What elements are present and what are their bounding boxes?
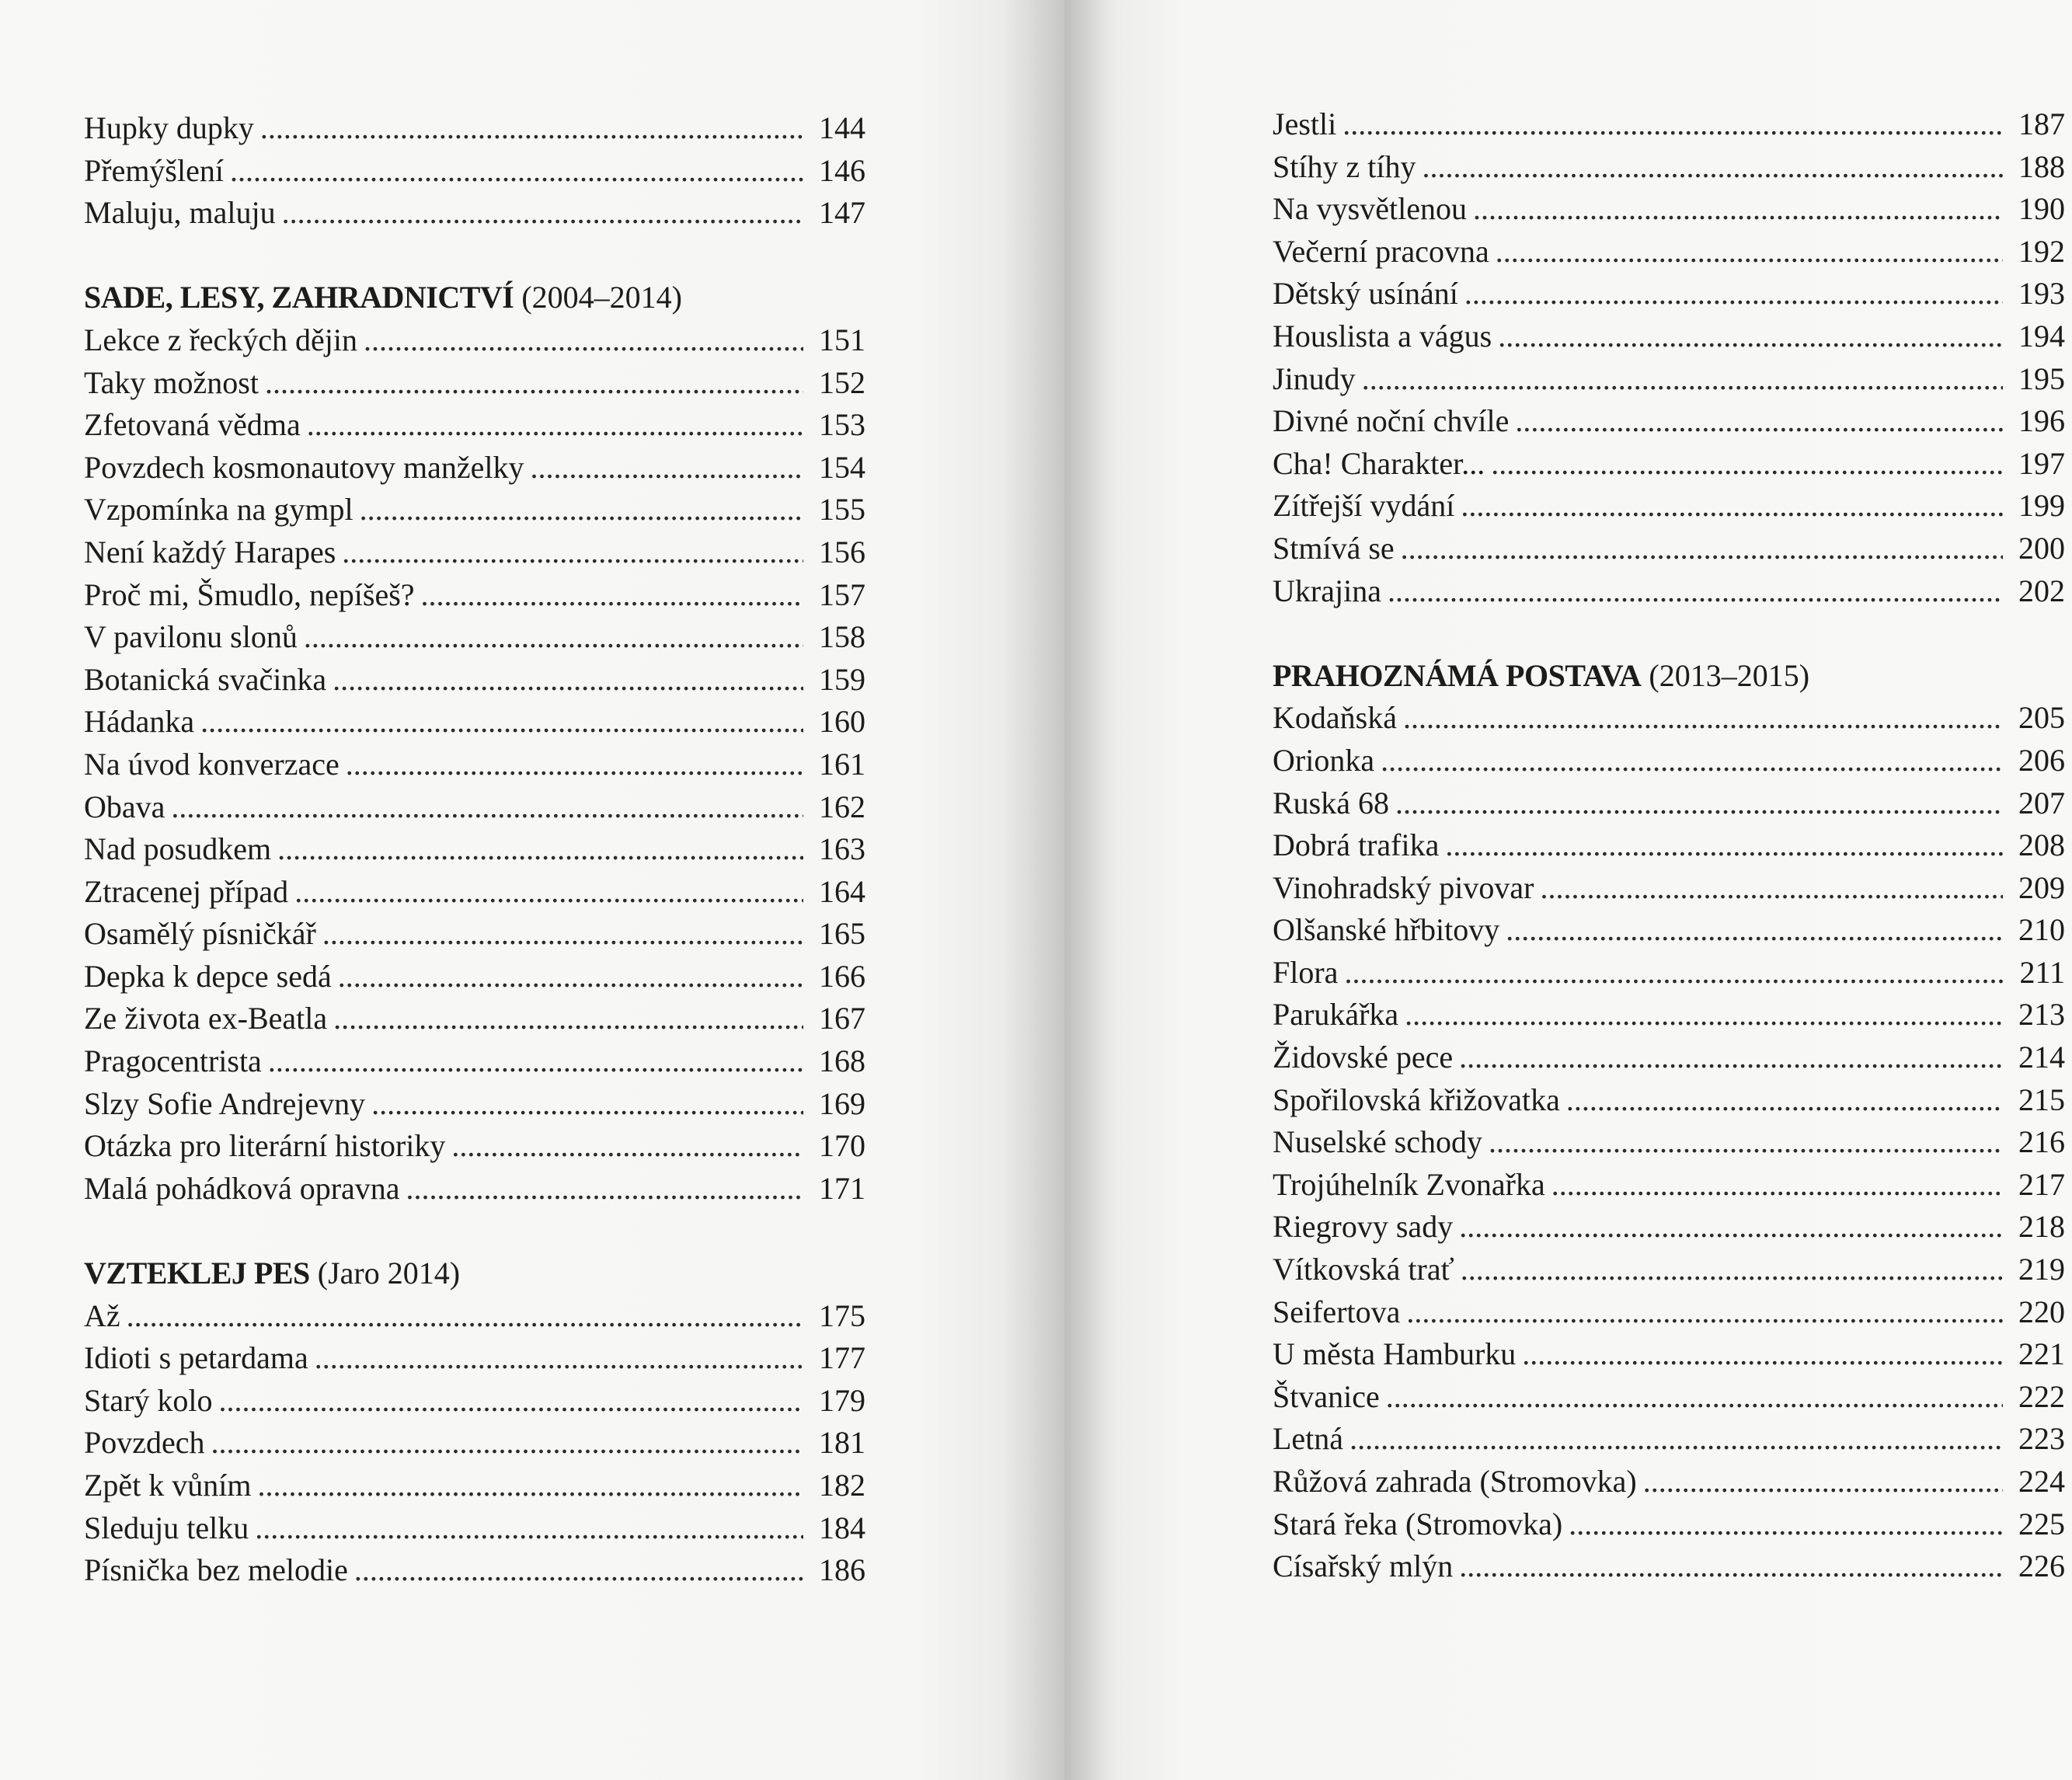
entry-title: Dobrá trafika	[1273, 827, 1440, 863]
entry-page-number: 192	[2018, 233, 2065, 269]
toc-entry	[1273, 315, 2065, 358]
toc-left-column	[84, 107, 865, 1592]
toc-entry	[1273, 909, 2065, 952]
toc-entry	[1273, 273, 2065, 315]
entry-title: Na vysvětlenou	[1273, 191, 1467, 227]
dot-leader	[1445, 824, 2003, 867]
entry-page-number: 159	[819, 661, 865, 697]
dot-leader	[219, 1380, 803, 1423]
entry-title: Vinohradský pivovar	[1273, 869, 1534, 905]
entry-title: Maluju, maluju	[84, 195, 276, 231]
entry-title: Orionka	[1273, 742, 1375, 778]
toc-entry	[84, 531, 865, 574]
entry-title: Flora	[1273, 954, 1339, 990]
dot-leader	[342, 531, 803, 574]
entry-page-number: 170	[819, 1128, 865, 1164]
section-title: SADE, LESY, ZAHRADNICTVÍ	[84, 280, 514, 315]
dot-leader	[1461, 485, 2003, 528]
toc-entry	[1273, 1376, 2065, 1419]
entry-page-number: 225	[2018, 1506, 2065, 1541]
toc-entry	[84, 828, 865, 871]
entry-page-number: 181	[819, 1425, 865, 1461]
entry-title: Zfetovaná vědma	[84, 407, 301, 443]
entry-title: Vítkovská trať	[1273, 1252, 1454, 1287]
entry-title: Ruská 68	[1273, 785, 1389, 820]
entry-page-number: 224	[2018, 1464, 2065, 1499]
entry-page-number: 206	[2018, 742, 2065, 778]
entry-title: Divné noční chvíle	[1273, 403, 1510, 439]
toc-entry	[1273, 1036, 2065, 1079]
entry-title: Jestli	[1273, 106, 1337, 141]
toc-entry	[84, 913, 865, 956]
entry-page-number: 168	[819, 1043, 865, 1079]
toc-entry	[1273, 1503, 2065, 1546]
entry-title: Císařský mlýn	[1273, 1548, 1454, 1584]
toc-entry	[1273, 1418, 2065, 1461]
dot-leader	[1515, 400, 2003, 443]
entry-title: Až	[84, 1298, 120, 1333]
entry-page-number: 177	[819, 1340, 865, 1376]
entry-page-number: 190	[2018, 191, 2065, 227]
toc-entry	[1273, 188, 2065, 231]
entry-page-number: 207	[2018, 785, 2065, 820]
dot-leader	[1405, 994, 2003, 1036]
toc-entry	[1273, 1291, 2065, 1334]
entry-page-number: 160	[819, 704, 865, 740]
entry-page-number: 158	[819, 619, 865, 655]
entry-title: Obava	[84, 789, 165, 824]
toc-entry	[1273, 1545, 2065, 1588]
toc-entry	[1273, 1333, 2065, 1376]
entry-title: Písnička bez melodie	[84, 1552, 348, 1588]
entry-page-number: 218	[2018, 1209, 2065, 1245]
entry-page-number: 166	[819, 958, 865, 994]
entry-title: Starý kolo	[84, 1382, 213, 1418]
toc-entry	[84, 786, 865, 829]
entry-title: Seifertova	[1273, 1294, 1401, 1329]
entry-page-number: 146	[819, 152, 865, 188]
entry-page-number: 200	[2018, 530, 2065, 566]
entry-title: Není každý Harapes	[84, 534, 336, 570]
entry-page-number: 171	[819, 1170, 865, 1206]
dot-leader	[211, 1422, 803, 1465]
entry-title: Vzpomínka na gympl	[84, 492, 353, 528]
dot-leader	[258, 1465, 803, 1507]
entry-title: Pragocentrista	[84, 1043, 262, 1079]
toc-entry	[1273, 570, 2065, 613]
entry-page-number: 202	[2018, 573, 2065, 608]
entry-title: Lekce z řeckých dějin	[84, 322, 358, 357]
dot-leader	[1461, 1249, 2003, 1291]
entry-page-number: 157	[819, 576, 865, 612]
toc-entry	[1273, 1079, 2065, 1122]
entry-page-number: 226	[2018, 1548, 2065, 1584]
dot-leader	[1401, 528, 2003, 570]
entry-page-number: 165	[819, 916, 865, 952]
entry-title: V pavilonu slonů	[84, 619, 298, 655]
entry-page-number: 223	[2018, 1421, 2065, 1457]
entry-title: Hupky dupky	[84, 110, 254, 145]
entry-title: Spořilovská křižovatka	[1273, 1082, 1560, 1117]
toc-entry	[1273, 528, 2065, 570]
toc-entry	[84, 362, 865, 405]
entry-title: Idioti s petardama	[84, 1340, 308, 1376]
toc-entry	[84, 1507, 865, 1550]
dot-leader	[282, 192, 803, 235]
toc-entry	[1273, 1206, 2065, 1249]
toc-entry	[84, 447, 865, 489]
toc-entry	[1273, 1164, 2065, 1207]
entry-title: Ze života ex-Beatla	[84, 1001, 328, 1036]
entry-page-number: 220	[2018, 1294, 2065, 1329]
entry-page-number: 208	[2018, 827, 2065, 863]
dot-leader	[268, 1040, 803, 1083]
entry-page-number: 197	[2018, 445, 2065, 481]
section-heading	[1273, 655, 2065, 698]
entry-title: Trojúhelník Zvonařka	[1273, 1166, 1545, 1202]
toc-entry	[84, 744, 865, 786]
dot-leader	[171, 786, 803, 829]
dot-leader	[1643, 1461, 2003, 1503]
toc-entry	[84, 1125, 865, 1168]
entry-title: Ukrajina	[1273, 573, 1381, 608]
toc-entry	[1273, 1461, 2065, 1503]
toc-entry	[1273, 740, 2065, 782]
entry-title: Ztracenej případ	[84, 873, 289, 909]
dot-leader	[277, 828, 803, 871]
toc-entry	[84, 956, 865, 998]
entry-page-number: 169	[819, 1085, 865, 1121]
toc-entry	[1273, 443, 2065, 486]
toc-entry	[1273, 824, 2065, 867]
toc-entry	[84, 404, 865, 447]
entry-page-number: 144	[819, 110, 865, 145]
section-heading	[84, 277, 865, 319]
entry-title: Povzdech kosmonautovy manželky	[84, 449, 524, 485]
dot-leader	[338, 956, 803, 998]
entry-page-number: 213	[2018, 997, 2065, 1033]
entry-title: Osamělý písničkář	[84, 916, 316, 952]
dot-leader	[1403, 697, 2003, 740]
dot-leader	[260, 107, 803, 150]
entry-page-number: 154	[819, 449, 865, 485]
dot-leader	[421, 574, 803, 617]
entry-page-number: 205	[2018, 700, 2065, 736]
entry-title: Růžová zahrada (Stromovka)	[1273, 1464, 1637, 1499]
entry-title: Štvanice	[1273, 1378, 1380, 1414]
entry-page-number: 217	[2018, 1166, 2065, 1202]
dot-leader	[406, 1168, 803, 1210]
entry-page-number: 193	[2018, 276, 2065, 312]
dot-leader	[1473, 188, 2003, 231]
toc-entry	[1273, 994, 2065, 1036]
toc-entry	[84, 659, 865, 702]
entry-page-number: 199	[2018, 488, 2065, 524]
dot-leader	[1506, 909, 2003, 952]
entry-page-number: 215	[2018, 1082, 2065, 1117]
toc-entry	[1273, 867, 2065, 910]
dot-leader	[322, 913, 803, 956]
dot-leader	[1464, 273, 2003, 315]
dot-leader	[230, 150, 803, 193]
toc-entry	[1273, 697, 2065, 740]
entry-page-number: 219	[2018, 1252, 2065, 1287]
entry-page-number: 221	[2018, 1336, 2065, 1372]
entry-page-number: 163	[819, 831, 865, 867]
dot-leader	[1459, 1036, 2003, 1079]
toc-right-column	[1273, 103, 2065, 1588]
toc-entry	[84, 871, 865, 914]
entry-page-number: 194	[2018, 318, 2065, 354]
dot-leader	[364, 319, 803, 362]
dot-leader	[1491, 443, 2003, 486]
dot-leader	[346, 744, 803, 786]
dot-leader	[315, 1337, 803, 1380]
dot-leader	[1566, 1079, 2003, 1122]
dot-leader	[1362, 358, 2003, 401]
dot-leader	[354, 1549, 803, 1592]
entry-title: Jinudy	[1273, 361, 1356, 396]
dot-leader	[1422, 146, 2003, 189]
dot-leader	[1459, 1545, 2003, 1588]
dot-leader	[294, 871, 803, 914]
entry-page-number: 209	[2018, 869, 2065, 905]
entry-title: Nad posudkem	[84, 831, 272, 867]
toc-entry	[84, 1422, 865, 1465]
dot-leader	[307, 404, 803, 447]
entry-page-number: 179	[819, 1382, 865, 1418]
entry-page-number: 214	[2018, 1040, 2065, 1075]
toc-entry	[84, 107, 865, 150]
entry-page-number: 195	[2018, 361, 2065, 396]
dot-leader	[1489, 1121, 2003, 1164]
toc-entry	[1273, 358, 2065, 401]
entry-page-number: 161	[819, 746, 865, 782]
toc-entry	[84, 1380, 865, 1423]
toc-entry	[84, 1465, 865, 1507]
dot-leader	[1498, 315, 2003, 358]
toc-entry	[84, 150, 865, 193]
entry-title: Houslista a vágus	[1273, 318, 1492, 354]
entry-title: Dětský usínání	[1273, 276, 1458, 312]
entry-page-number: 162	[819, 789, 865, 824]
entry-title: Hádanka	[84, 704, 195, 740]
toc-entry	[84, 192, 865, 235]
dot-leader	[255, 1507, 803, 1550]
dot-leader	[371, 1083, 803, 1126]
entry-page-number: 196	[2018, 403, 2065, 439]
toc-entry	[1273, 1249, 2065, 1291]
dot-leader	[1569, 1503, 2003, 1546]
toc-entry	[84, 319, 865, 362]
entry-title: Malá pohádková opravna	[84, 1170, 400, 1206]
entry-title: U města Hamburku	[1273, 1336, 1517, 1372]
entry-title: Stíhy z tíhy	[1273, 148, 1416, 184]
entry-title: Večerní pracovna	[1273, 233, 1489, 269]
entry-title: Na úvod konverzace	[84, 746, 340, 782]
section-years: (2004–2014)	[521, 280, 682, 315]
entry-title: Stará řeka (Stromovka)	[1273, 1506, 1563, 1541]
dot-leader	[1522, 1333, 2003, 1376]
entry-title: Parukářka	[1273, 997, 1399, 1033]
entry-page-number: 210	[2018, 912, 2065, 948]
entry-page-number: 167	[819, 1001, 865, 1036]
dot-leader	[1388, 570, 2003, 613]
section-title: VZTEKLEJ PES	[84, 1256, 310, 1291]
toc-entry	[84, 489, 865, 531]
dot-leader	[1406, 1291, 2003, 1334]
entry-title: Cha! Charakter...	[1273, 445, 1485, 481]
dot-leader	[360, 489, 803, 531]
dot-leader	[304, 616, 803, 659]
dot-leader	[1459, 1206, 2003, 1249]
entry-title: Povzdech	[84, 1425, 205, 1461]
entry-page-number: 164	[819, 873, 865, 909]
toc-entry	[1273, 231, 2065, 273]
entry-page-number: 155	[819, 492, 865, 528]
toc-entry	[84, 1040, 865, 1083]
toc-entry	[1273, 485, 2065, 528]
toc-entry	[84, 1337, 865, 1380]
entry-title: Olšanské hřbitovy	[1273, 912, 1500, 948]
entry-page-number: 182	[819, 1468, 865, 1503]
entry-title: Přemýšlení	[84, 152, 224, 188]
toc-entry	[1273, 952, 2065, 995]
entry-page-number: 175	[819, 1298, 865, 1333]
dot-leader	[1381, 740, 2003, 782]
section-title: PRAHOZNÁMÁ POSTAVA	[1273, 657, 1642, 693]
toc-entry	[84, 1083, 865, 1126]
entry-title: Kodaňská	[1273, 700, 1397, 736]
entry-page-number: 216	[2018, 1124, 2065, 1160]
dot-leader	[200, 701, 803, 744]
dot-leader	[1349, 1418, 2003, 1461]
entry-page-number: 211	[2019, 954, 2065, 990]
entry-title: Nuselské schody	[1273, 1124, 1482, 1160]
entry-page-number: 152	[819, 364, 865, 400]
entry-title: Otázka pro literární historiky	[84, 1128, 446, 1164]
toc-entry	[1273, 146, 2065, 189]
entry-title: Taky možnost	[84, 364, 259, 400]
entry-title: Sleduju telku	[84, 1510, 249, 1545]
entry-title: Stmívá se	[1273, 530, 1395, 566]
entry-title: Židovské pece	[1273, 1040, 1454, 1075]
toc-entry	[84, 1168, 865, 1210]
dot-leader	[1386, 1376, 2003, 1419]
dot-leader	[451, 1125, 803, 1168]
dot-leader	[333, 659, 803, 702]
toc-entry	[84, 1295, 865, 1338]
toc-entry	[84, 574, 865, 617]
dot-leader	[333, 998, 803, 1040]
section-heading	[84, 1252, 865, 1295]
toc-entry	[1273, 103, 2065, 146]
toc-entry	[84, 701, 865, 744]
section-years: (2013–2015)	[1649, 657, 1810, 693]
entry-title: Riegrovy sady	[1273, 1209, 1454, 1245]
entry-page-number: 222	[2018, 1378, 2065, 1414]
dot-leader	[1342, 103, 2003, 146]
entry-page-number: 184	[819, 1510, 865, 1545]
entry-title: Proč mi, Šmudlo, nepíšeš?	[84, 576, 415, 612]
entry-page-number: 147	[819, 195, 865, 231]
entry-page-number: 156	[819, 534, 865, 570]
entry-title: Depka k depce sedá	[84, 958, 332, 994]
entry-page-number: 151	[819, 322, 865, 357]
toc-entry	[1273, 782, 2065, 825]
dot-leader	[1395, 782, 2003, 825]
toc-entry	[84, 998, 865, 1040]
entry-title: Zpět k vůním	[84, 1468, 252, 1503]
dot-leader	[265, 362, 803, 405]
toc-entry	[84, 616, 865, 659]
entry-page-number: 187	[2018, 106, 2065, 141]
entry-title: Botanická svačinka	[84, 661, 327, 697]
toc-entry	[1273, 400, 2065, 443]
entry-page-number: 188	[2018, 148, 2065, 184]
toc-entry	[84, 1549, 865, 1592]
entry-title: Zítřejší vydání	[1273, 488, 1455, 524]
entry-title: Letná	[1273, 1421, 1344, 1457]
entry-title: Slzy Sofie Andrejevny	[84, 1085, 366, 1121]
dot-leader	[1344, 952, 2003, 995]
toc-entry	[1273, 1121, 2065, 1164]
dot-leader	[1551, 1164, 2003, 1207]
dot-leader	[1540, 867, 2003, 910]
entry-page-number: 153	[819, 407, 865, 443]
dot-leader	[531, 447, 803, 489]
dot-leader	[127, 1295, 803, 1338]
section-years: (Jaro 2014)	[317, 1256, 461, 1291]
dot-leader	[1496, 231, 2003, 273]
entry-page-number: 186	[819, 1552, 865, 1588]
